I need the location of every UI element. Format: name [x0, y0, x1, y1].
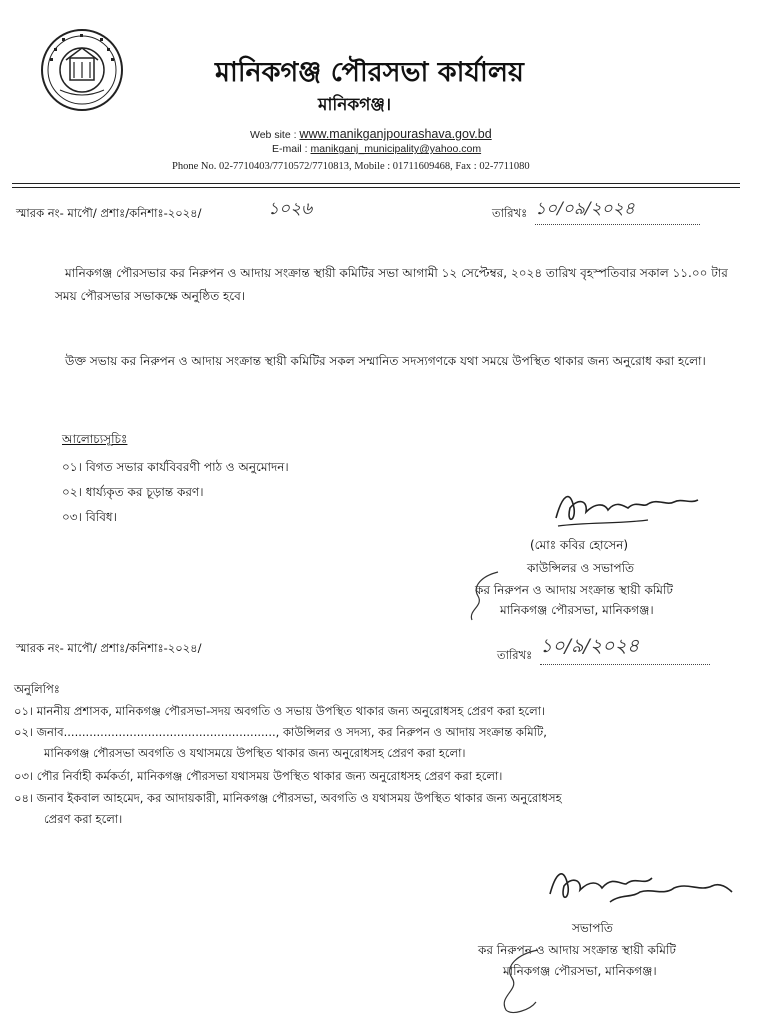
website-line: [250, 127, 492, 141]
office-2-name: মানিকগঞ্জ পৌরসভা, মানিকগঞ্জ।: [503, 964, 657, 978]
chairman-signature-2-icon: [540, 858, 740, 918]
website-link[interactable]: www.manikganjpourashava.gov.bd: [299, 127, 492, 141]
memo-reference-label: স্মারক নং- মাপৌ/ প্রশাঃ/কনিশাঃ-২০২৪/: [16, 206, 202, 220]
municipality-seal-icon: [40, 28, 124, 112]
memo-date: ১০/০৯/২০২৪: [535, 196, 700, 225]
copy-item: ০২। জনাব.........................................................., কাউন্সিলর ও সদস্য, কর নিরুপন ও আদায় সংক্রান্ত কমিটি,: [14, 725, 547, 739]
agenda-item: ০৩। বিবিধ।: [62, 510, 117, 524]
chairman-name: (মোঃ কবির হোসেন): [530, 538, 629, 552]
website-label: Web site :: [250, 129, 297, 141]
phone-line: Phone No. 02-7710403/7710572/7710813, Mobile : 01711609468, Fax : 02-7711080: [172, 161, 530, 172]
memo-date-label: তারিখঃ: [492, 206, 528, 220]
ink-mark-2-icon: [478, 940, 568, 1020]
chairman-role: কাউন্সিলর ও সভাপতি: [527, 561, 635, 575]
header-divider: [12, 183, 740, 184]
copy-item: ০১। মাননীয় প্রশাসক, মানিকগঞ্জ পৌরসভা-সদয় অবগতি ও সভায় উপস্থিত থাকার জন্য অনুরোধসহ প্রেরণ করা হলো।: [14, 704, 546, 718]
copy-item: ০৪। জনাব ইকবাল আহমেদ, কর আদায়কারী, মানিকগঞ্জ পৌরসভা, অবগতি ও যথাসময় উপস্থিত থাকার জন্য অনুরোধসহ: [14, 791, 562, 805]
copy-item: প্রেরণ করা হলো।: [44, 812, 123, 826]
header-divider-thin: [12, 187, 740, 188]
copy-item: মানিকগঞ্জ পৌরসভা অবগতি ও যথাসময়ে উপস্থিত থাকার জন্য অনুরোধসহ প্রেরণ করা হলো।: [44, 746, 466, 760]
agenda-title: আলোচ্যসূচিঃ: [62, 432, 128, 446]
memo2-date: ১০/৯/২০২৪: [540, 632, 710, 665]
chairman-signature-icon: [548, 478, 718, 538]
email-label: E-mail :: [272, 143, 308, 155]
memo2-date-label: তারিখঃ: [497, 648, 533, 662]
memo2-reference-label: স্মারক নং- মাপৌ/ প্রশাঃ/কনিশাঃ-২০২৪/: [16, 641, 202, 655]
committee-name: কর নিরুপন ও আদায় সংক্রান্ত স্থায়ী কমিটি: [475, 583, 673, 597]
ink-mark-icon: [458, 566, 508, 626]
copy-item: ০৩। পৌর নির্বাহী কর্মকর্তা, মানিকগঞ্জ পৌরসভা যথাসময় উপস্থিত থাকার জন্য অনুরোধসহ প্রেরণ করা হলো।: [14, 769, 503, 783]
office-title: মানিকগঞ্জ পৌরসভা কার্যালয়: [215, 57, 524, 88]
email-line: [272, 143, 481, 155]
office-subtitle: মানিকগঞ্জ।: [318, 95, 392, 115]
office-name: মানিকগঞ্জ পৌরসভা, মানিকগঞ্জ।: [500, 603, 654, 617]
agenda-item: ০১। বিগত সভার কার্যবিবরণী পাঠ ও অনুমোদন।: [62, 460, 289, 474]
email-link[interactable]: manikganj_municipality@yahoo.com: [310, 143, 482, 155]
body-paragraph-2: উক্ত সভায় কর নিরুপন ও আদায় সংক্রান্ত স্থায়ী কমিটির সকল সম্মানিত সদস্যগণকে যথা সময়ে উপস্থিত থাকার জন্য অনুরোধ করা হলো।: [65, 354, 706, 368]
chairman-2-role: সভাপতি: [572, 921, 613, 935]
agenda-item: ০২। ধার্য্যকৃত কর চূড়ান্ত করণ।: [62, 485, 204, 499]
body-paragraph-1: মানিকগঞ্জ পৌরসভার কর নিরুপন ও আদায় সংক্রান্ত স্থায়ী কমিটির সভা আগামী ১২ সেপ্টেম্বর, ২০২৪ তারিখ বৃহস্পতিবার সকাল ১১.০০ টার সময় পৌরসভার সভাকক্ষে অনুষ্ঠিত হবে।: [55, 266, 728, 303]
committee-2-name: কর নিরুপন ও আদায় সংক্রান্ত স্থায়ী কমিটি: [478, 943, 676, 957]
copies-title: অনুলিপিঃ: [14, 682, 60, 696]
memo-reference-number: ১০২৬: [268, 199, 313, 219]
